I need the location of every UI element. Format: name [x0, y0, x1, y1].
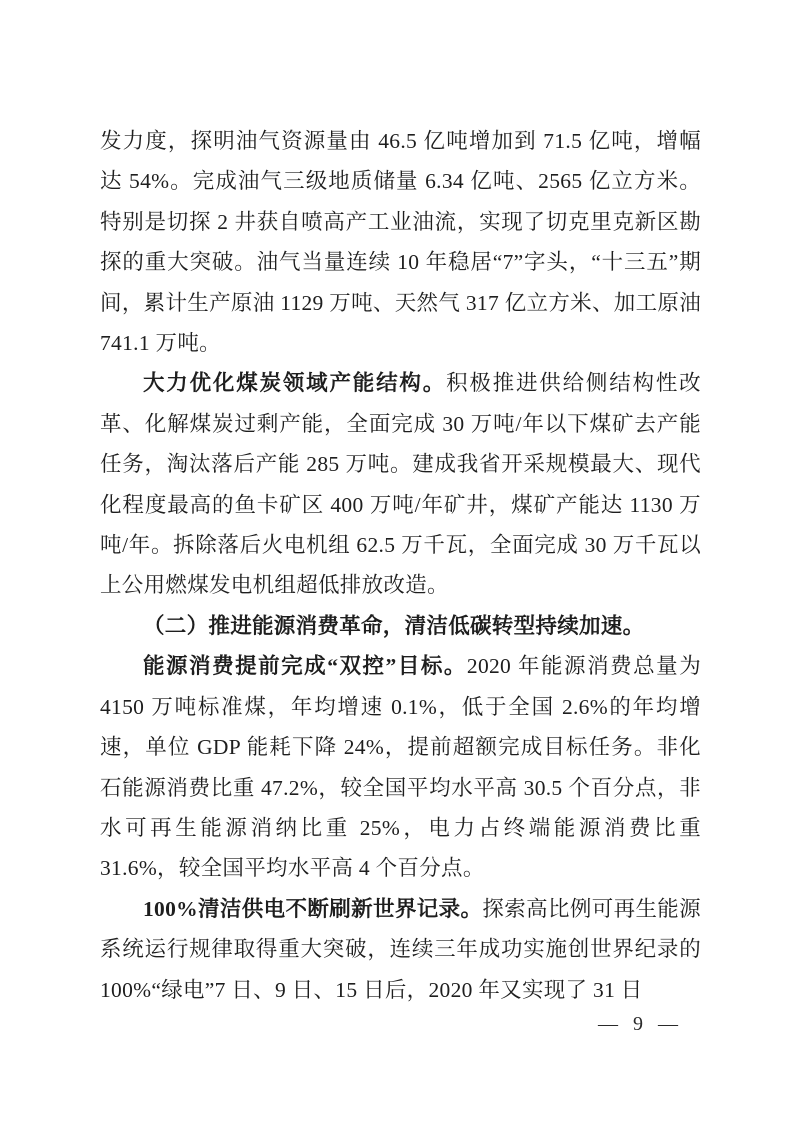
paragraph-clean-power [100, 889, 701, 1010]
footer-dash-right: — [658, 1013, 678, 1035]
section-heading-text: （二）推进能源消费革命，清洁低碳转型持续加速。 [143, 613, 645, 638]
paragraph-coal-capacity [100, 363, 701, 605]
paragraph-text: 积极推进供给侧结构性改革、化解煤炭过剩产能，全面完成 30 万吨/年以下煤矿去产能任务，淘汰落后产能 285 万吨。建成我省开采规模最大、现代化程度最高的鱼卡矿区 400 万吨/年矿井，煤矿产能达 1130 万吨/年。拆除落后火电机组 62.5 万千瓦，全面完成 30 万千瓦以上公用燃煤发电机组超低排放改造。 [100, 371, 701, 598]
footer-dash-left: — [598, 1013, 618, 1035]
page-footer [598, 1009, 678, 1039]
section-heading [100, 606, 701, 646]
paragraph-lead-bold: 大力优化煤炭领域产能结构。 [143, 371, 447, 396]
paragraph-oil-gas [100, 121, 701, 363]
paragraph-lead-bold: 能源消费提前完成“双控”目标。 [143, 654, 467, 679]
paragraph-energy-consumption [100, 646, 701, 888]
paragraph-text: 发力度，探明油气资源量由 46.5 亿吨增加到 71.5 亿吨，增幅达 54%。完成油气三级地质储量 6.34 亿吨、2565 亿立方米。特别是切探 2 井获自喷高产工业油流，实现了切克里克新区勘探的重大突破。油气当量连续 10 年稳居“7”字头，“十三五”期间，累计生产原油 1129 万吨、天然气 317 亿立方米、加工原油 741.1 万吨。 [100, 129, 701, 356]
page-number: 9 [633, 1013, 643, 1035]
document-body [100, 121, 701, 1010]
paragraph-text: 2020 年能源消费总量为 4150 万吨标准煤，年均增速 0.1%，低于全国 2.6%的年均增速，单位 GDP 能耗下降 24%，提前超额完成目标任务。非化石能源消费比重 47.2%，较全国平均水平高 30.5 个百分点，非水可再生能源消纳比重 25%，电力占终端能源消费比重 31.6%，较全国平均水平高 4 个百分点。 [100, 654, 701, 881]
paragraph-lead-bold: 100%清洁供电不断刷新世界记录。 [143, 896, 483, 921]
paragraph-text: 探索高比例可再生能源系统运行规律取得重大突破，连续三年成功实施创世界纪录的 100%“绿电”7 日、9 日、15 日后，2020 年又实现了 31 日 [100, 896, 701, 1002]
